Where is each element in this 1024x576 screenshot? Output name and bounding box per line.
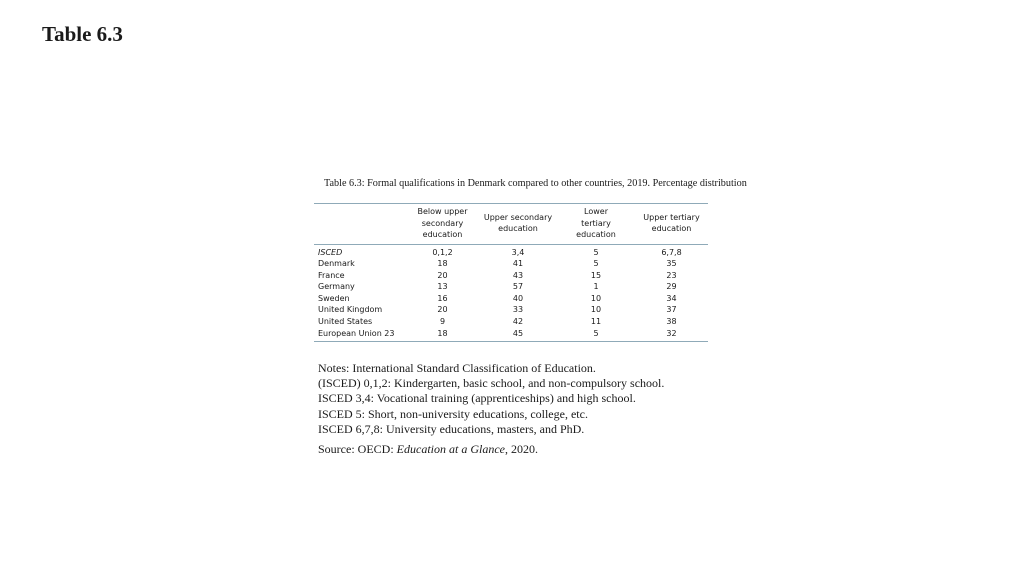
cell: 41: [512, 259, 524, 269]
cell: 1: [593, 282, 599, 292]
note-line: ISCED 5: Short, non-university educations, college, etc.: [318, 406, 588, 421]
cell: 34: [666, 293, 677, 303]
table-caption: Table 6.3: Formal qualifications in Denmark compared to other countries, 2019. Percentage distribution: [324, 178, 747, 189]
source-prefix: Source: OECD:: [318, 442, 397, 456]
header-country: [314, 204, 406, 245]
qualifications-table: [314, 203, 708, 342]
cell: 57: [512, 282, 524, 292]
cell: 5: [593, 259, 599, 269]
row-label: Sweden: [318, 293, 350, 303]
source-publication: Education at a Glance: [396, 442, 505, 456]
cell: 33: [512, 305, 524, 315]
cell: 10: [590, 293, 602, 303]
row-label: United Kingdom: [318, 305, 383, 315]
cell: 35: [666, 259, 677, 269]
source-suffix: , 2020.: [504, 442, 538, 456]
cell: 0,1,2: [432, 247, 453, 257]
row-label: Germany: [318, 282, 355, 292]
header-lower-tertiary: Lower tertiary education: [557, 204, 635, 245]
cell: 5: [593, 247, 599, 257]
cell: 23: [666, 270, 677, 280]
slide-title: Table 6.3: [42, 22, 123, 46]
cell: 15: [590, 270, 602, 280]
cell: 20: [437, 305, 448, 315]
table-row: [314, 328, 708, 342]
cell: 45: [512, 328, 524, 338]
row-label: United States: [318, 317, 373, 327]
cell: 5: [593, 328, 599, 338]
header-upper-secondary: Upper secondary education: [479, 204, 557, 245]
table-row: [314, 293, 708, 305]
row-label: ISCED: [318, 247, 343, 257]
table-notes: [318, 361, 664, 437]
cell: 42: [512, 317, 524, 327]
table-row: [314, 270, 708, 282]
cell: 37: [666, 305, 677, 315]
table-row: [314, 304, 708, 316]
cell: 29: [666, 282, 677, 292]
header-upper-tertiary: Upper tertiary education: [635, 204, 708, 245]
note-line: Notes: International Standard Classification of Education.: [318, 361, 596, 375]
cell: 38: [666, 317, 677, 327]
cell: 40: [512, 293, 524, 303]
table-row: [314, 316, 708, 328]
table-row: [314, 258, 708, 270]
cell: 10: [590, 305, 602, 315]
note-line: ISCED 3,4: Vocational training (apprenticeships) and high school.: [318, 391, 636, 406]
note-line: (ISCED) 0,1,2: Kindergarten, basic school, and non-compulsory school.: [318, 376, 665, 391]
table-row: [314, 244, 708, 258]
cell: 32: [666, 328, 677, 338]
table-source: [318, 442, 538, 457]
cell: 9: [439, 317, 446, 327]
cell: 16: [437, 293, 448, 303]
cell: 18: [437, 259, 448, 269]
table-row: [314, 281, 708, 293]
cell: 18: [437, 328, 448, 338]
cell: 43: [512, 270, 524, 280]
cell: 11: [590, 317, 602, 327]
cell: 20: [437, 270, 448, 280]
row-label: Denmark: [318, 259, 355, 269]
cell: 13: [437, 282, 448, 292]
cell: 6,7,8: [661, 247, 682, 257]
row-label: France: [318, 270, 345, 280]
row-label: European Union 23: [318, 328, 395, 338]
cell: 3,4: [511, 247, 525, 257]
note-line: ISCED 6,7,8: University educations, masters, and PhD.: [318, 421, 585, 436]
table-header-row: [314, 204, 708, 245]
header-below-upper-secondary: Below upper secondary education: [406, 204, 479, 245]
